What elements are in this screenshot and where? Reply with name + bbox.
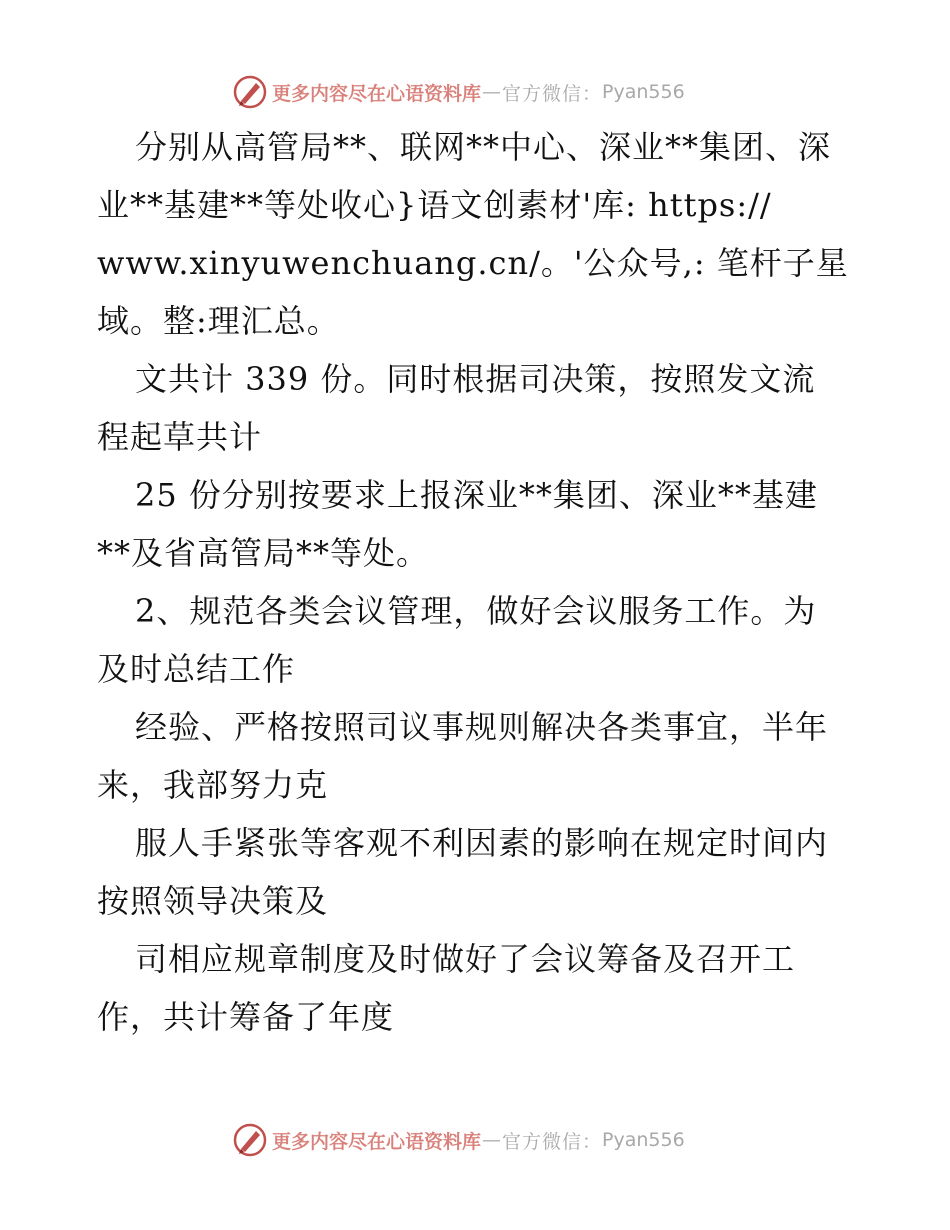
footer-watermark xyxy=(232,1120,685,1160)
text-line: 作，共计筹备了年度 xyxy=(97,998,395,1036)
watermark-label: 官方微信： xyxy=(502,1130,603,1153)
text-line: 程起草共计 xyxy=(97,418,263,456)
document-body xyxy=(97,118,867,1046)
text-line: 来，我部努力克 xyxy=(97,766,329,804)
text-line: 分别从高管局**、联网**中心、深业**集团、深 xyxy=(135,128,832,166)
pen-logo-icon xyxy=(232,74,268,110)
text-line: www.xinyuwenchuang.cn/。'公众号,: 笔杆子星 xyxy=(97,244,849,282)
watermark-separator: — xyxy=(482,1129,502,1151)
text-line: 按照领导决策及 xyxy=(97,882,329,920)
text-line: 司相应规章制度及时做好了会议筹备及召开工 xyxy=(135,940,796,978)
text-line: 服人手紧张等客观不利因素的影响在规定时间内 xyxy=(135,824,829,862)
watermark-brand: 更多内容尽在心语资料库 xyxy=(272,82,482,105)
header-watermark xyxy=(232,72,685,112)
text-line: 域。整:理汇总。 xyxy=(97,302,340,340)
watermark-wechat-id: Pyan556 xyxy=(602,81,685,103)
text-line: 经验、严格按照司议事规则解决各类事宜，半年 xyxy=(135,708,829,746)
watermark-brand: 更多内容尽在心语资料库 xyxy=(272,1130,482,1153)
text-line: 25 份分别按要求上报深业**集团、深业**基建 xyxy=(135,476,818,514)
text-line: **及省高管局**等处。 xyxy=(97,534,430,572)
watermark-wechat-id: Pyan556 xyxy=(602,1129,685,1151)
text-line: 文共计 339 份。同时根据司决策，按照发文流 xyxy=(135,360,816,398)
text-line: 及时总结工作 xyxy=(97,650,296,688)
watermark-label: 官方微信： xyxy=(502,82,603,105)
watermark-separator: — xyxy=(482,81,502,103)
text-line: 业**基建**等处收心}语文创素材'库: https:// xyxy=(97,186,772,224)
pen-logo-icon xyxy=(232,1122,268,1158)
text-line: 2、规范各类会议管理，做好会议服务工作。为 xyxy=(135,592,817,630)
